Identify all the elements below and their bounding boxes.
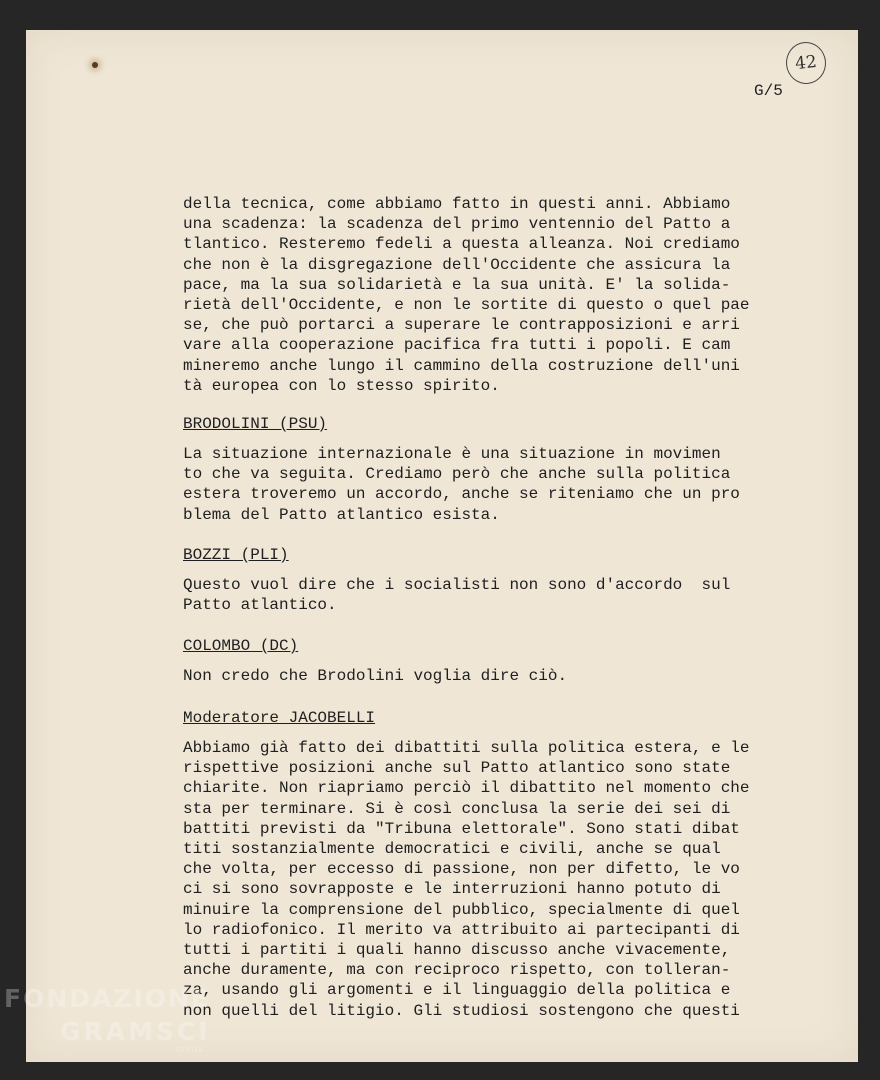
speaker-bozzi: BOZZI (PLI) bbox=[183, 546, 289, 564]
handwritten-page-number: 42 bbox=[784, 40, 828, 86]
paragraph-colombo-cont: della tecnica, come abbiamo fatto in questi anni. Abbiamo una scadenza: la scadenza del primo ventennio del Patto a tlantico. Resteremo fedeli a questa alleanza. Noi crediamo che non è la disgregazione dell'Occidente che assicura la pace, ma la sua solidarietà e la sua unità. E' la solida- rietà dell'Occidente, e non le sortite di questo o quel pae se, che può portarci a superare le contrapposizioni e arri vare alla cooperazione pacifica fra tutti i popoli. E cam mineremo anche lungo il cammino della costruzione dell'uni tà europea con lo stesso spirito. bbox=[183, 195, 750, 395]
paper-stain bbox=[92, 62, 98, 68]
speaker-colombo: COLOMBO (DC) bbox=[183, 637, 299, 655]
watermark-line2: GRAMSCI bbox=[60, 1017, 211, 1046]
paragraph-moderatore: Abbiamo già fatto dei dibattiti sulla politica estera, e le rispettive posizioni anche sul Patto atlantico sono state chiarite. Non riapriamo perciò il dibattito nel momento che sta per terminare. Si è così conclusa la serie dei sei di battiti previsti da "Tribuna elettorale". Sono stati dibat titi sostanzialmente democratici e civili, anche se qual che volta, per eccesso di passione, non per difetto, le vo ci si sono sovrapposte e le interruzioni hanno potuto di minuire la comprensione del pubblico, specialmente di quel lo radiofonico. Il merito va attribuito ai partecipanti di tutti i partiti i quali hanno discusso anche vivacemente, anche duramente, ma con reciproco rispetto, con tolleran- za, usando gli argomenti e il linguaggio della politica e non quelli del litigio. Gli studiosi sostengono che questi bbox=[183, 739, 750, 1020]
page-reference: G/5 bbox=[754, 82, 783, 100]
paragraph-bozzi: Questo vuol dire che i socialisti non sono d'accordo sul Patto atlantico. bbox=[183, 576, 731, 615]
speaker-moderatore: Moderatore JACOBELLI bbox=[183, 709, 376, 727]
paragraph-brodolini: La situazione internazionale è una situazione in movimen to che va seguita. Crediamo però che anche sulla politica estera troveremo un accordo, anche se riteniamo che un pro blema del Patto atlantico esista. bbox=[183, 445, 740, 524]
watermark-line3: onlus bbox=[176, 1044, 203, 1055]
speaker-brodolini: BRODOLINI (PSU) bbox=[183, 415, 328, 433]
paragraph-colombo: Non credo che Brodolini voglia dire ciò. bbox=[183, 667, 568, 685]
fondazione-gramsci-watermark bbox=[4, 984, 211, 1055]
watermark-line1: FONDAZIONE bbox=[4, 984, 211, 1013]
